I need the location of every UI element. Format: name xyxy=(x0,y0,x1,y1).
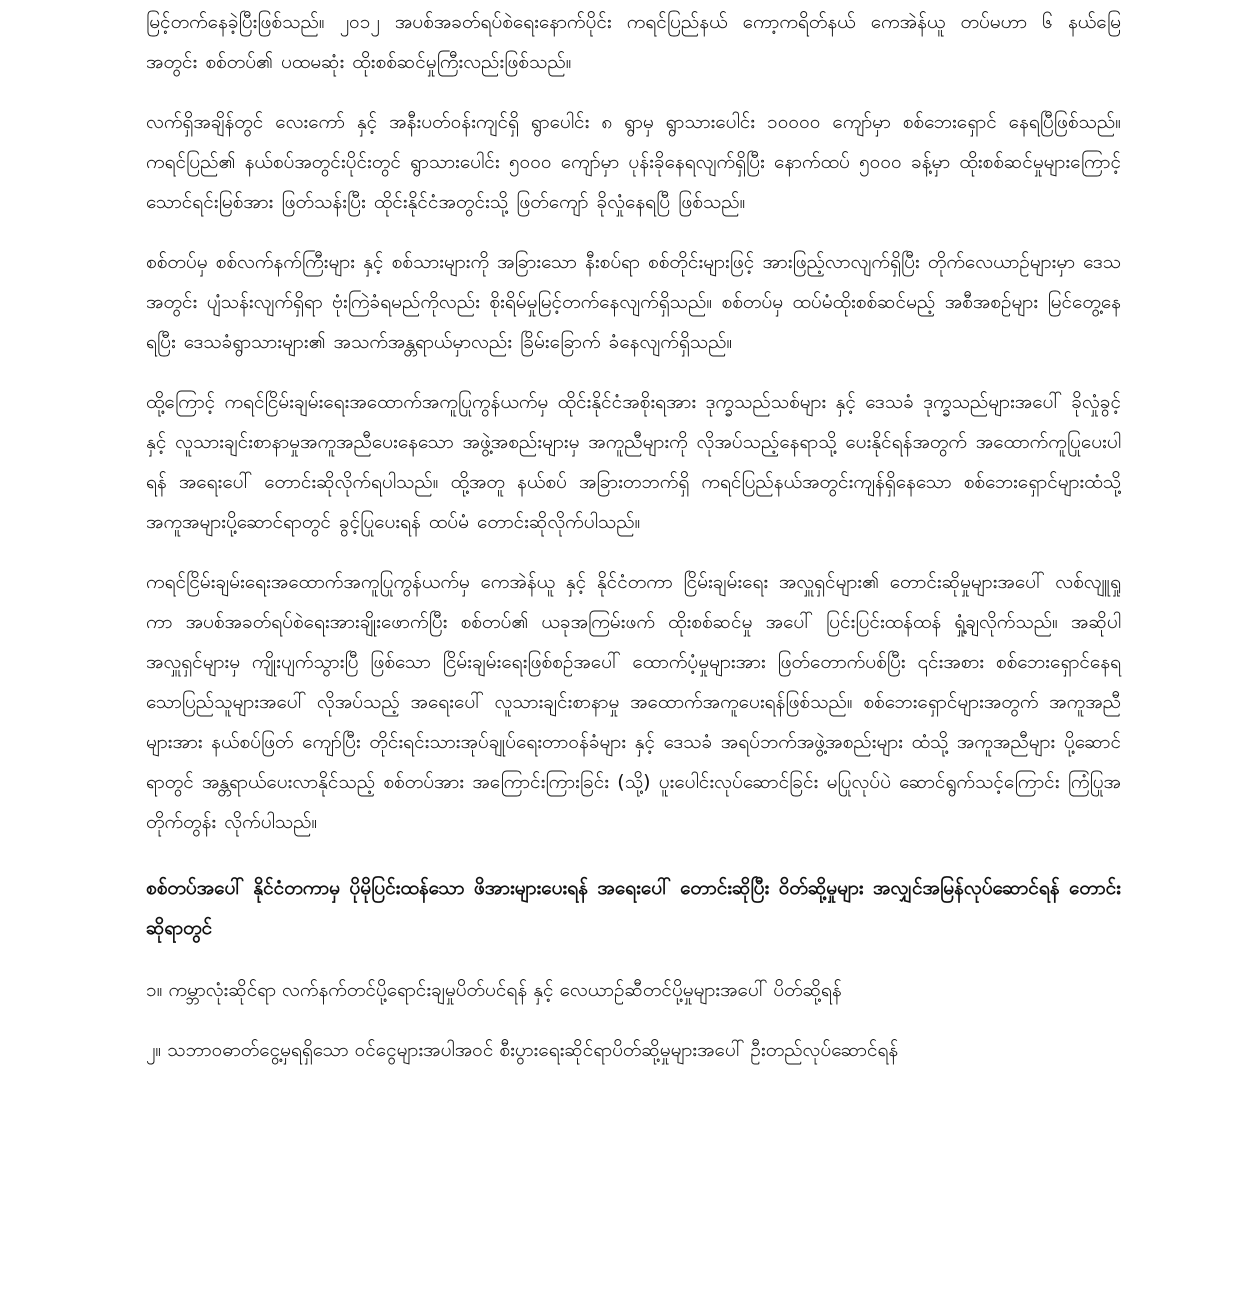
demand-item-1: ၁။ ကမ္ဘာလုံးဆိုင်ရာ လက်နက်တင်ပို့ရောင်းချမှုပိတ်ပင်ရန် နှင့် လေယာဉ်ဆီတင်ပို့မှုများအပေါ် ပိတ်ဆို့ရန် xyxy=(146,979,842,1001)
paragraph-4: ထို့ကြောင့် ကရင်ငြိမ်းချမ်းရေးအထောက်အကူပြုကွန်ယက်မှ ထိုင်းနိုင်ငံအစိုးရအား ဒုက္ခသည်သစ်များ နှင့် ဒေသခံ ဒုက္ခသည်များအပေါ် ခိုလှုံခွင့် နှင့် လူသားချင်းစာနာမှုအကူအညီပေးနေသော အဖွဲ့အစည်းများမှ အကူညီများကို လိုအပ်သည့်နေရာသို့ ပေးနိုင်ရန်အတွက် အထောက်ကူပြုပေးပါရန် အရေးပေါ် တောင်းဆိုလိုက်ရပါသည်။ ထို့အတူ နယ်စပ် အခြားတဘက်ရှိ ကရင်ပြည်နယ်အတွင်းကျန်ရှိနေသော စစ်ဘေးရှောင်များထံသို့ အကူအများပို့ဆောင်ရာတွင် ခွင့်ပြုပေးရန် ထပ်မံ တောင်းဆိုလိုက်ပါသည်။ xyxy=(146,391,1121,533)
paragraph-3: စစ်တပ်မှ စစ်လက်နက်ကြီးများ နှင့် စစ်သားများကို အခြားသော နီးစပ်ရာ စစ်တိုင်းများဖြင့် အားဖြည့်လာလျက်ရှိပြီး တိုက်လေယာဉ်များမှာ ဒေသအတွင်း ပျံသန်းလျက်ရှိရာ ဗုံးကြဲခံရမည်ကိုလည်း စိုးရိမ်မှုမြင့်တက်နေလျက်ရှိသည်။ စစ်တပ်မှ ထပ်မံထိုးစစ်ဆင်မည့် အစီအစဉ်များ မြင်တွေ့နေရပြီး ဒေသခံရွာသားများ၏ အသက်အန္တရာယ်မှာလည်း ခြိမ်းခြောက် ခံနေလျက်ရှိသည်။ xyxy=(146,251,1121,353)
paragraph-5: ကရင်ငြိမ်းချမ်းရေးအထောက်အကူပြုကွန်ယက်မှ ကေအဲန်ယူ နှင့် နိုင်ငံတကာ ငြိမ်းချမ်းရေး အလှူရှင်များ၏ တောင်းဆိုမှုများအပေါ် လစ်လျူရှုကာ အပစ်အခတ်ရပ်စဲရေးအားချိုးဖောက်ပြီး စစ်တပ်၏ ယခုအကြမ်းဖက် ထိုးစစ်ဆင်မှု အပေါ် ပြင်းပြင်းထန်ထန် ရှုံ့ချလိုက်သည်။ အဆိုပါ အလှူရှင်များမှ ကျိုးပျက်သွားပြီ ဖြစ်သော ငြိမ်းချမ်းရေးဖြစ်စဉ်အပေါ် ထောက်ပံ့မှုများအား ဖြတ်တောက်ပစ်ပြီး ၎င်းအစား စစ်ဘေးရှောင်နေရသောပြည်သူများအပေါ် လိုအပ်သည့် အရေးပေါ် လူသားချင်းစာနာမှု အထောက်အကူပေးရန်ဖြစ်သည်။ စစ်ဘေးရှောင်များအတွက် အကူအညီများအား နယ်စပ်ဖြတ် ကျော်ပြီး တိုင်းရင်းသားအုပ်ချုပ်ရေးတာဝန်ခံများ နှင့် ဒေသခံ အရပ်ဘက်အဖွဲ့အစည်းများ ထံသို့ အကူအညီများ ပို့ဆောင်ရာတွင် အန္တရာယ်ပေးလာနိုင်သည့် စစ်တပ်အား အကြောင်းကြားခြင်း (သို့) ပူးပေါင်းလုပ်ဆောင်ခြင်း မပြုလုပ်ပဲ ဆောင်ရွက်သင့်ကြောင်း ကြံပြုအတိုက်တွန်း လိုက်ပါသည်။ xyxy=(146,571,1121,833)
demand-item-2: ၂။ သဘာဝဓာတ်ငွေ့မှရရှိသော ဝင်ငွေများအပါအဝင် စီးပွားရေးဆိုင်ရာပိတ်ဆို့မှုများအပေါ် ဦးတည်လုပ်ဆောင်ရန် xyxy=(146,1039,899,1061)
demands-heading: စစ်တပ်အပေါ် နိုင်ငံတကာမှ ပိုမိုပြင်းထန်သော ဖိအားများပေးရန် အရေးပေါ် တောင်းဆိုပြီး ဝိတ်ဆို့မှုများ အလျှင်အမြန်လုပ်ဆောင်ရန် တောင်းဆိုရာတွင် xyxy=(146,877,1121,939)
paragraph-1: မြင့်တက်နေခဲ့ပြီးဖြစ်သည်။ ၂၀၁၂ အပစ်အခတ်ရပ်စဲရေးနောက်ပိုင်း ကရင်ပြည်နယ် ကော့ကရိတ်နယ် ကေအဲန်ယူ တပ်မဟာ ၆ နယ်မြေ အတွင်း စစ်တပ်၏ ပထမဆုံး ထိုးစစ်ဆင်မှုကြီးလည်းဖြစ်သည်။ xyxy=(146,11,1121,73)
paragraph-2: လက်ရှိအချိန်တွင် လေးကော် နှင့် အနီးပတ်ဝန်းကျင်ရှိ ရွာပေါင်း ၈ ရွာမှ ရွာသားပေါင်း ၁၀၀၀၀ ကျော်မှာ စစ်ဘေးရှောင် နေရပြီဖြစ်သည်။ ကရင်ပြည်၏ နယ်စပ်အတွင်းပိုင်းတွင် ရွာသားပေါင်း ၅၀၀၀ ကျော်မှာ ပုန်းခိုနေရလျက်ရှိပြီး နောက်ထပ် ၅၀၀၀ ခန့်မှာ ထိုးစစ်ဆင်မှုများကြောင့် သောင်ရင်းမြစ်အား ဖြတ်သန်းပြီး ထိုင်းနိုင်ငံအတွင်းသို့ ဖြတ်ကျော် ခိုလှုံနေရပြီ ဖြစ်သည်။ xyxy=(146,111,1121,213)
document-body xyxy=(146,0,1121,1070)
